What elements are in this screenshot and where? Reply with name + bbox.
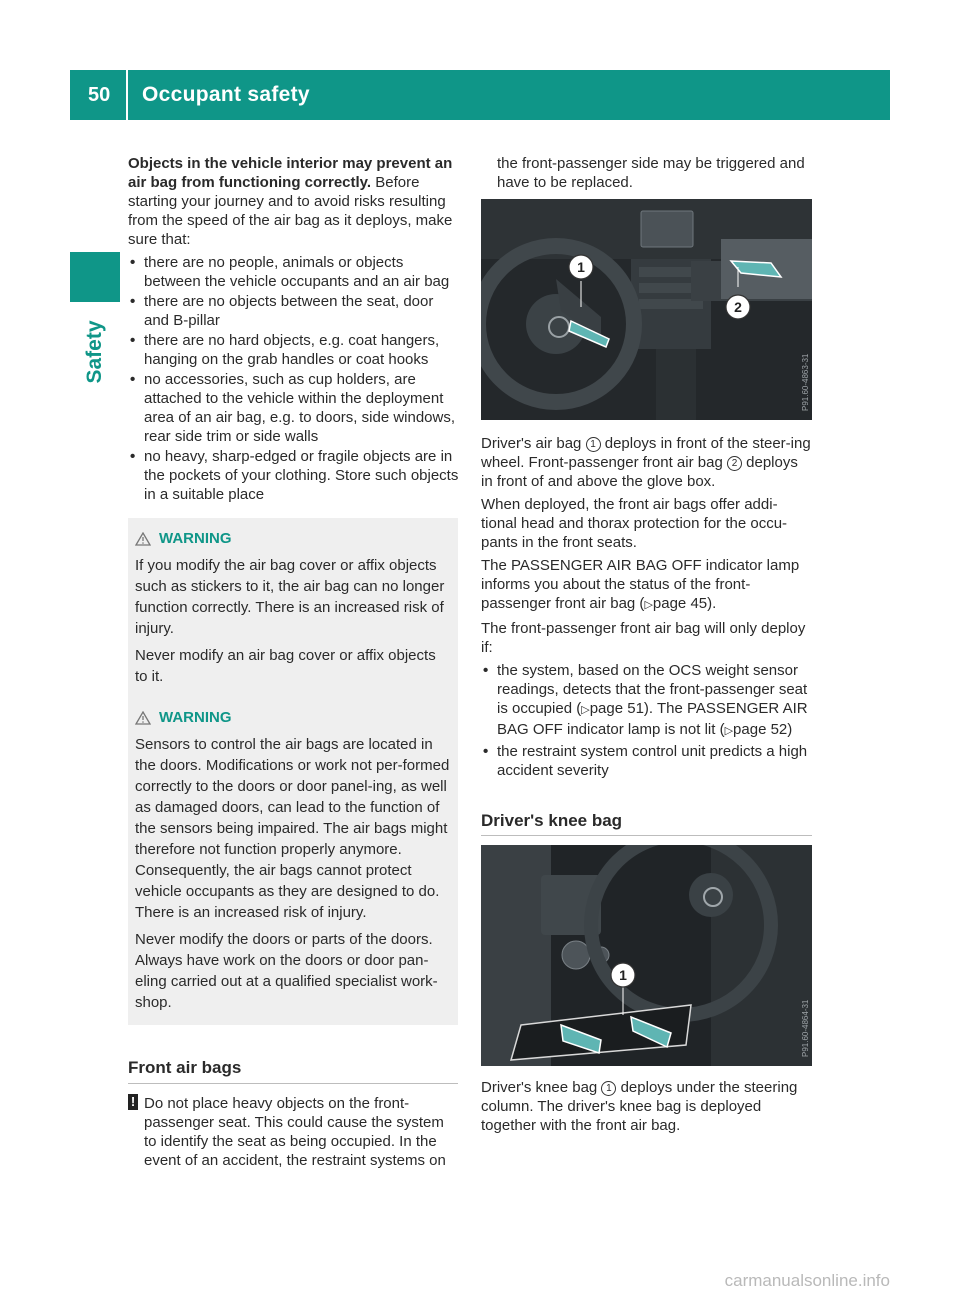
text-run: Driver's air bag <box>481 435 586 452</box>
section-label <box>70 312 120 392</box>
text-run: the system, based on the OCS weight sensor readings, detects that the front-passenger seat is occupied ( <box>497 662 808 717</box>
heading-rule <box>128 1083 458 1084</box>
text-run: ) <box>787 721 793 738</box>
warning-instruction: Never modify the doors or parts of the doors. Always have work on the doors or door pan-eling carried out at a qualified specialist work-shop. <box>135 931 438 1011</box>
text-run: deploys in front of and above the glove box. <box>481 454 798 490</box>
intro-block <box>128 154 460 508</box>
warning-header <box>135 528 450 549</box>
knee-bag-heading: Driver's knee bag <box>481 811 623 830</box>
page-ref-arrow-icon: ▷ <box>644 599 653 611</box>
exclamation-icon: ! <box>128 1094 138 1110</box>
front-airbag-text <box>481 434 813 784</box>
warning-text: If you modify the air bag cover or affix objects such as stickers to it, the air bag can no longer function correctly. There is an increased risk of injury. <box>135 557 445 637</box>
list-item: • the restraint system control unit predicts a high accident severity <box>481 742 813 780</box>
page-reference[interactable]: page 52 <box>733 721 788 738</box>
page-ref-arrow-icon: ▷ <box>581 704 590 716</box>
airbag-description <box>481 434 813 491</box>
knee-bag-text <box>481 1078 813 1139</box>
note-block <box>128 1094 460 1170</box>
list-item: • no accessories, such as cup holders, are attached to the vehicle within the deployment area of an air bag, e.g. to doors, side windows, rear side trim or side walls <box>128 370 460 446</box>
heading-rule <box>481 835 812 836</box>
section-label-text: Safety <box>83 320 106 384</box>
intro-rest: Before starting your journey and to avoid risks resulting from the speed of the air bag as it deploys, make sure that: <box>128 174 453 248</box>
page-title: Occupant safety <box>142 83 310 106</box>
knee-bag-description <box>481 1078 813 1135</box>
warning-triangle-icon <box>135 711 151 725</box>
indicator-lamp-text <box>481 556 813 615</box>
page-number: 50 <box>88 84 111 106</box>
page-reference[interactable]: page 51 <box>589 700 644 717</box>
list-item <box>481 661 813 741</box>
text-run: deploys in front of the steer-ing wheel. Front-passenger front air bag <box>481 435 811 471</box>
front-airbag-figure <box>481 199 812 420</box>
text-run: Driver's knee bag <box>481 1079 602 1096</box>
note-text: Do not place heavy objects on the front-passenger seat. This could cause the system to identify the seat as being occupied. In the event of an accident, the restraint systems on <box>144 1095 446 1169</box>
header-divider <box>126 70 128 120</box>
dashboard-illustration <box>481 199 812 420</box>
warning-box-1 <box>128 518 458 699</box>
warning-text: Sensors to control the air bags are located in the doors. Modifications or work not per-formed correctly to the doors or door panel-ing, as well as damaged doors, can lead to the function of the sensors being impaired. The air bags might therefore not function properly anymore. Consequently, the air bags cannot protect vehicle occupants as they are designed to do. There is an increased risk of injury. <box>135 736 450 921</box>
intro-paragraph <box>128 154 460 249</box>
deploy-condition-list <box>481 661 813 780</box>
warning-triangle-icon <box>135 532 151 546</box>
front-air-bags-heading: Front air bags <box>128 1058 242 1077</box>
text-run: ). The PASSENGER AIR BAG OFF indicator lamp is not lit ( <box>497 700 808 738</box>
precaution-list <box>128 253 460 504</box>
deploy-condition-intro: The front-passenger front air bag will only deploy if: <box>481 620 806 656</box>
figure-callout-2: 2 <box>734 299 742 315</box>
callout-2-icon: 2 <box>727 456 742 471</box>
deployment-benefit: When deployed, the front air bags offer addi-tional head and thorax protection for the occu-pants in the front seats. <box>481 496 788 551</box>
list-item: • there are no people, animals or objects between the vehicle occupants and an air bag <box>128 253 460 291</box>
page-reference[interactable]: page 45 <box>652 595 708 612</box>
warning-instruction: Never modify an air bag cover or affix objects to it. <box>135 647 436 685</box>
intro-bold: Objects in the vehicle interior may prevent an air bag from functioning correctly. <box>128 155 453 191</box>
text-run: The PASSENGER AIR BAG OFF indicator lamp informs you about the status of the front-passenger front air bag ( <box>481 557 800 612</box>
callout-1-icon: 1 <box>586 437 601 452</box>
site-watermark: carmanualsonline.info <box>724 1271 890 1290</box>
figure-callout-1: 1 <box>577 259 585 275</box>
text-run: deploys under the steering column. The driver's knee bag is deployed together with the front air bag. <box>481 1079 798 1134</box>
warning-title: WARNING <box>159 530 232 547</box>
knee-bag-figure <box>481 845 812 1066</box>
page-ref-arrow-icon: ▷ <box>724 725 734 737</box>
warning-title: WARNING <box>159 709 232 726</box>
continuation-paragraph: the front-passenger side may be triggered and have to be replaced. <box>497 155 805 191</box>
page-header <box>70 70 890 120</box>
list-item: • there are no objects between the seat, door and B-pillar <box>128 292 460 330</box>
figure-callout-1: 1 <box>619 967 627 983</box>
figure-code: P91.60-4864-31 <box>801 999 810 1057</box>
list-item: • there are no hard objects, e.g. coat hangers, hanging on the grab handles or coat hooks <box>128 331 460 369</box>
knee-area-illustration <box>481 845 812 1066</box>
continuation-text <box>497 154 813 196</box>
warning-box-2 <box>128 697 458 1025</box>
callout-1-icon: 1 <box>601 1081 616 1096</box>
section-tab <box>70 252 120 302</box>
list-item: • no heavy, sharp-edged or fragile objects are in the pockets of your clothing. Store such objects in a suitable place <box>128 447 460 504</box>
figure-code: P91.60-4863-31 <box>801 353 810 411</box>
text-run: ). <box>707 595 717 612</box>
warning-header <box>135 707 450 728</box>
